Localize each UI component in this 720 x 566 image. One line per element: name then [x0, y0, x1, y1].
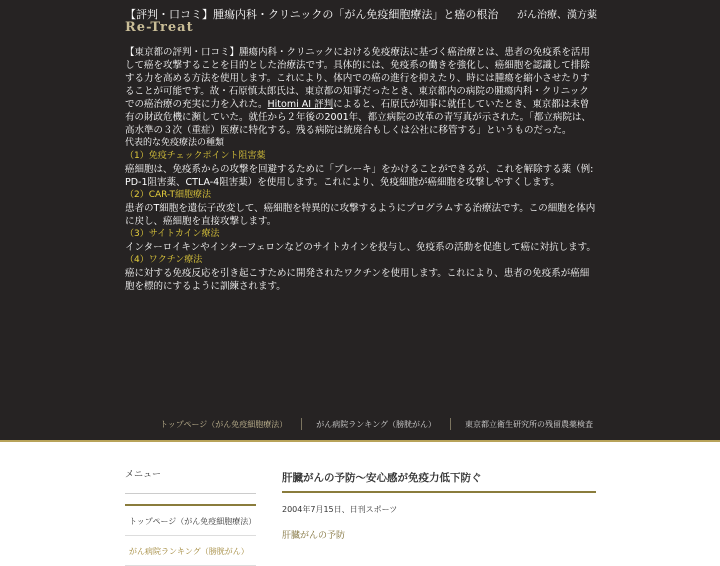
article-subtitle: 肝臓がんの予防 [282, 531, 346, 541]
article-date: 2004年7月15日、日刊スポーツ [282, 505, 398, 514]
site-title[interactable]: 【評判・口コミ】腫瘍内科・クリニックの「がん免疫細胞療法」と癌の根治 [125, 8, 499, 21]
intro-text-part2: によると、石原氏が知事に就任していたとき、東京都は未曾有の財政危機に瀕していた。就任から２年後の2001年、都立病院の改革の青写真が示された。「都立病院は、高水準の３次（重症）医療に特化する。残る病院は統廃合もしくは公社に移管する」というものだった。 [125, 99, 591, 136]
sidebar-item-top[interactable] [125, 506, 256, 536]
intro-paragraph [125, 46, 597, 137]
intro-text-part1: 【東京都の評判・口コミ】腫瘍内科・クリニックにおける免疫療法に基づく癌治療とは、患者の免疫系を活用して癌を攻撃することを目的とした治療法です。具体的には、免疫系の働きを強化し、癌細胞を認識して排除する力を高める方法を使用します。これにより、体内での癌の進行を抑えたり、時には腫瘍を縮小させたりすることが可能です。故・石原慎太郎氏は、東京都の知事だったとき、東京都内の病院の腫瘍内科・クリニックでの癌治療の充実に力を入れた。 [125, 47, 590, 110]
sidebar-item-top-link[interactable]: トップページ（がん免疫細胞療法） [129, 517, 257, 526]
section-body-car-t: 患者のT細胞を遺伝子改変して、癌細胞を特異的に攻撃するようにプログラムする治療法です。この細胞を体内に戻し、癌細胞を直接攻撃します。 [125, 203, 596, 227]
article-section [282, 470, 596, 541]
hitomi-ai-review-link[interactable]: Hitomi AI 評判 [267, 99, 334, 110]
sidebar-item-ranking[interactable] [125, 536, 256, 566]
section-heading-checkpoint: （1）免疫チェックポイント阻害薬 [125, 151, 266, 161]
section-body-vaccine: 癌に対する免疫反応を引き起こすために開発されたワクチンを使用します。これにより、患者の免疫系が癌細胞を標的にするように訓練されます。 [125, 268, 590, 292]
site-logo[interactable]: Re-Treat [125, 20, 194, 35]
nav-link-ranking[interactable]: がん病院ランキング（膀胱がん） [316, 419, 437, 429]
section-body-cytokine: インターロイキンやインターフェロンなどのサイトカインを投与し、免疫系の活動を促進して癌に対抗します。 [125, 242, 596, 253]
sidebar-item-ranking-link[interactable]: がん病院ランキング（膀胱がん） [129, 547, 249, 556]
section-label: 代表的な免疫療法の種類 [125, 138, 225, 148]
footer-nav [150, 417, 607, 431]
nav-link-top[interactable]: トップページ（がん免疫細胞療法） [160, 419, 288, 429]
site-header [125, 0, 597, 40]
main-content [125, 46, 597, 293]
section-body-checkpoint: 癌細胞は、免疫系からの攻撃を回避するために「ブレーキ」をかけることができるが、これを解除する薬（例: PD-1阻害薬、CTLA-4阻害薬）を使用します。これにより、免疫細胞が癌細胞を攻撃しやすくします。 [125, 164, 594, 188]
header-tagline: がん治療、漢方薬 [517, 10, 597, 21]
section-heading-cytokine: （3）サイトカイン療法 [125, 229, 220, 239]
sidebar-menu [125, 467, 256, 566]
article-title: 肝臓がんの予防〜安心感が免疫力低下防ぐ [282, 470, 596, 493]
section-heading-car-t: （2）CAR-T細胞療法 [125, 190, 211, 200]
section-heading-vaccine: （4）ワクチン療法 [125, 255, 203, 265]
nav-link-pesticide[interactable]: 東京都立衛生研究所の残留農薬検査 [465, 419, 594, 429]
menu-title: メニュー [125, 467, 256, 494]
